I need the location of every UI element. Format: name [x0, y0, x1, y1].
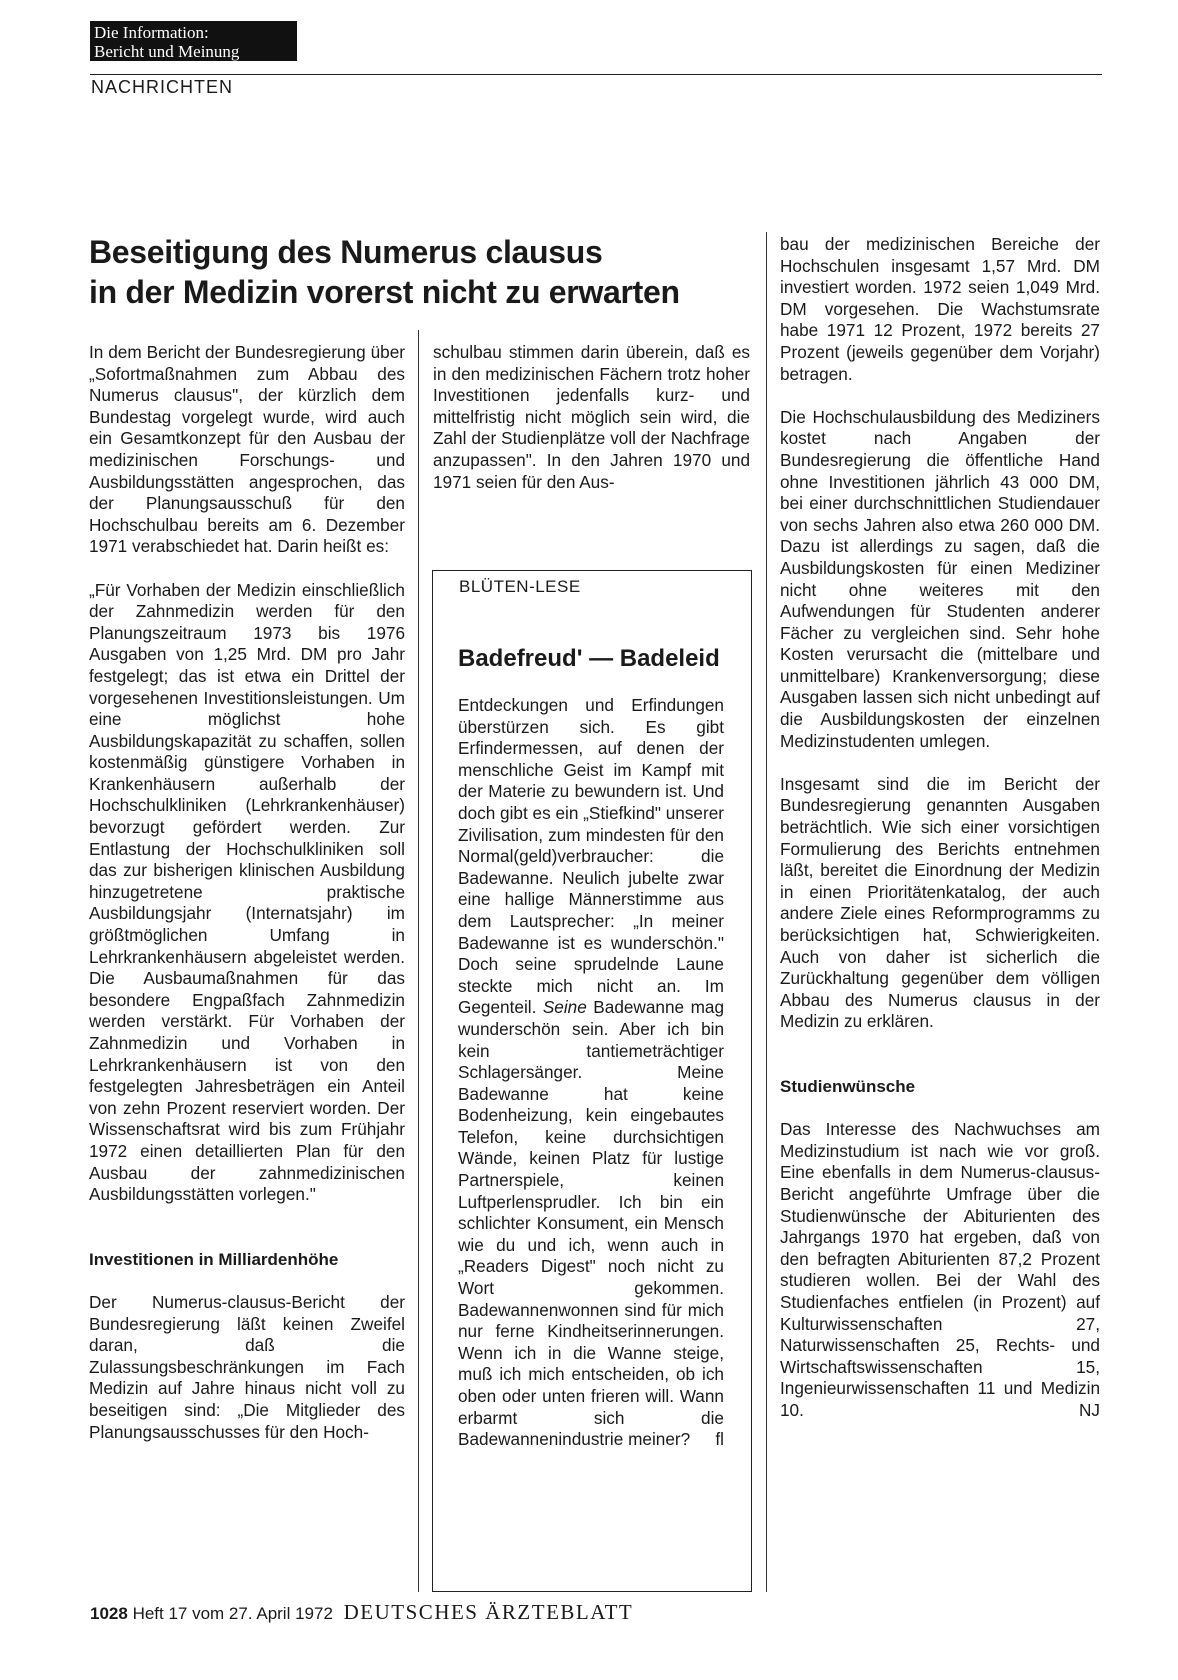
box-title: Badefreud' — Badeleid	[458, 645, 720, 672]
headline-line-1: Beseitigung des Numerus clausus	[89, 234, 603, 270]
subheading-investitionen: Investitionen in Milliardenhöhe	[89, 1249, 339, 1269]
headline-line-2: in der Medizin vorerst nicht zu erwarten	[89, 274, 680, 310]
box-text-emphasis: Seine	[542, 997, 587, 1018]
paragraph-text: Das Interesse des Nachwuchses am Medizinstudium ist nach wie vor groß. Eine ebenfalls in dem Numerus-clausus-Bericht angeführte Umfrage über die Studienwünsche der Abiturienten des Jahrgangs 1970 hat ergeben, daß von den befragten Abiturienten 87,2 Prozent studieren wollen. Bei der Wahl des Studienfaches entfielen (in Prozent) auf Kulturwissenschaften 27, Naturwissenschaften 25, Rechts- und Wirtschaftswissenschaften 15, Ingenieurwissenschaften 11 und Medizin 10.	[780, 1119, 1100, 1420]
paragraph: Der Numerus-clausus-Bericht der Bundesregierung läßt keinen Zweifel daran, daß die Zulassungsbeschränkungen im Fach Medizin auf Jahre hinaus nicht voll zu beseitigen sind: „Die Mitglieder des Planungsausschusses für den Hoch-	[89, 1291, 405, 1442]
page-footer	[90, 1600, 633, 1625]
paragraph: Insgesamt sind die im Bericht der Bundesregierung genannten Ausgaben beträchtlich. Wie sich einer vorsichtigen Formulierung des Berichts entnehmen läßt, bereitet die Einordnung der Medizin in einen Prioritätenkatalog, der auch andere Ziele eines Reformprogramms zu berücksichtigen hat, Schwierigkeiten. Auch von daher ist sicherlich die Zurückhaltung gegenüber dem völligen Abbau des Numerus clausus in der Medizin zu erklären.	[780, 773, 1100, 1032]
article-column-3	[780, 234, 1100, 1421]
quote-paragraph: „Für Vorhaben der Medizin einschließlich der Zahnmedizin werden für den Planungszeitraum 1973 bis 1976 Ausgaben von 1,25 Mrd. DM pro Jahr festgelegt; das ist etwa ein Drittel der vorgesehenen Investitionsleistungen. Um eine möglichst hohe Ausbildungskapazität zu schaffen, sollen kostenmäßig günstigere Vorhaben in Krankenhäusern außerhalb der Hochschulkliniken (Lehrkrankenhäuser) bevorzugt gefördert werden. Zur Entlastung der Hochschulkliniken soll das zur bisherigen klinischen Ausbildung hinzugetretene praktische Ausbildungsjahr (Internatsjahr) im größtmöglichen Umfang in Lehrkrankenhäusern abgeleistet werden. Die Ausbaumaßnahmen für das besondere Engpaßfach Zahnmedizin werden verstärkt. Für Vorhaben der Zahnmedizin und Vorhaben in Lehrkrankenhäusern ist von den festgelegten Jahresbeträgen ein Anteil von zehn Prozent reserviert worden. Der Wissenschaftsrat wird bis zum Frühjahr 1972 einen detaillierten Plan für den Ausbau der zahnmedizinischen Ausbildungsstätten vorlegen."	[89, 579, 405, 1205]
section-label: NACHRICHTEN	[91, 77, 234, 97]
paragraph: schulbau stimmen darin überein, daß es in den medizinischen Fächern trotz hoher Investitionen jedenfalls kurz- und mittelfristig nicht möglich sein wird, die Zahl der Studienplätze voll der Nachfrage anzupassen". In den Jahren 1970 und 1971 seien für den Aus-	[433, 342, 750, 492]
column-divider-right	[766, 232, 767, 1592]
author-signature: NJ	[1078, 1399, 1100, 1420]
article-column-1	[89, 342, 405, 1443]
publication-name: DEUTSCHES ÄRZTEBLATT	[343, 1600, 634, 1624]
box-text-part-b: Badewanne mag wunderschön sein. Aber ich bin kein tantiemeträchtiger Schlagersänger. Meine Badewanne hat keine Bodenheizung, kein eingebautes Telefon, keine durchsichtigen Wände, keinen Platz für lustige Partnerspiele, keinen Luftperlensprudler. Ich bin ein schlichter Konsument, ein Mensch wie du und ich, wenn auch in „Readers Digest" noch nicht zu Wort gekommen. Badewannenwonnen sind für mich nur ferne Kindheitserinnerungen. Wenn ich in die Wanne steige, muß ich mich entscheiden, ob ich oben oder unten frieren will. Wann erbarmt sich die Badewannenindustrie meiner?	[458, 997, 724, 1450]
box-text-part-a: Entdeckungen und Erfindungen überstürzen sich. Es gibt Erfindermessen, auf denen der menschliche Geist im Kampf mit der Materie zu bewundern ist. Und doch gibt es ein „Stiefkind" unserer Zivilisation, zum mindesten für den Normal(geld)verbraucher: die Badewanne. Neulich jubelte zwar eine hallige Männerstimme aus dem Lautsprecher: „In meiner Badewanne ist es wunderschön." Doch seine sprudelnde Laune steckte mich nicht an. Im Gegenteil.	[458, 695, 724, 1018]
paragraph: In dem Bericht der Bundesregierung über „Sofortmaßnahmen zum Abbau des Numerus clausus", der kürzlich dem Bundestag vorgelegt wurde, wird auch ein Gesamtkonzept für den Ausbau der medizinischen Forschungs- und Ausbildungsstätten angesprochen, das der Planungsausschuß für den Hochschulbau bereits am 6. Dezember 1971 verabschiedet hat. Darin heißt es:	[89, 342, 405, 557]
page-number: 1028	[90, 1604, 128, 1623]
paragraph: bau der medizinischen Bereiche der Hochschulen insgesamt 1,57 Mrd. DM investiert worden. 1972 seien 1,049 Mrd. DM vorgesehen. Die Wachstumsrate habe 1971 12 Prozent, 1972 bereits 27 Prozent (jeweils gegenüber dem Vorjahr) betragen.	[780, 234, 1100, 384]
box-text	[458, 695, 724, 1451]
article-headline	[89, 232, 729, 312]
paragraph: Die Hochschulausbildung des Mediziners kostet nach Angaben der Bundesregierung die öffentliche Hand ohne Investitionen jährlich 43 000 DM, bei einer durchschnittlichen Studiendauer von sechs Jahren also etwa 260 000 DM. Dazu ist allerdings zu sagen, daß die Ausbildungskosten für einen Mediziner nicht ohne weiteres mit den Aufwendungen für Studenten anderer Fächer zu vergleichen sind. Sehr hohe Kosten verursacht die (mittelbare und unmittelbare) Krankenversorgung; diese Ausgaben lassen sich nicht unbedingt auf die Ausbildungskosten der einzelnen Medizinstudenten umlegen.	[780, 406, 1100, 751]
box-paragraph	[458, 695, 724, 1451]
rubric-box	[90, 21, 297, 61]
issue-info: Heft 17 vom 27. April 1972	[132, 1604, 333, 1623]
subheading-studienwuensche: Studienwünsche	[780, 1076, 916, 1096]
rubric-line-2: Bericht und Meinung	[94, 42, 240, 61]
box-kicker: BLÜTEN-LESE	[459, 577, 581, 596]
rubric-line-1: Die Information:	[94, 23, 209, 42]
article-column-2	[433, 342, 750, 493]
box-signature: fl	[715, 1429, 724, 1450]
header-rule	[90, 74, 1102, 75]
column-divider-left	[418, 330, 419, 1592]
paragraph	[780, 1119, 1100, 1421]
